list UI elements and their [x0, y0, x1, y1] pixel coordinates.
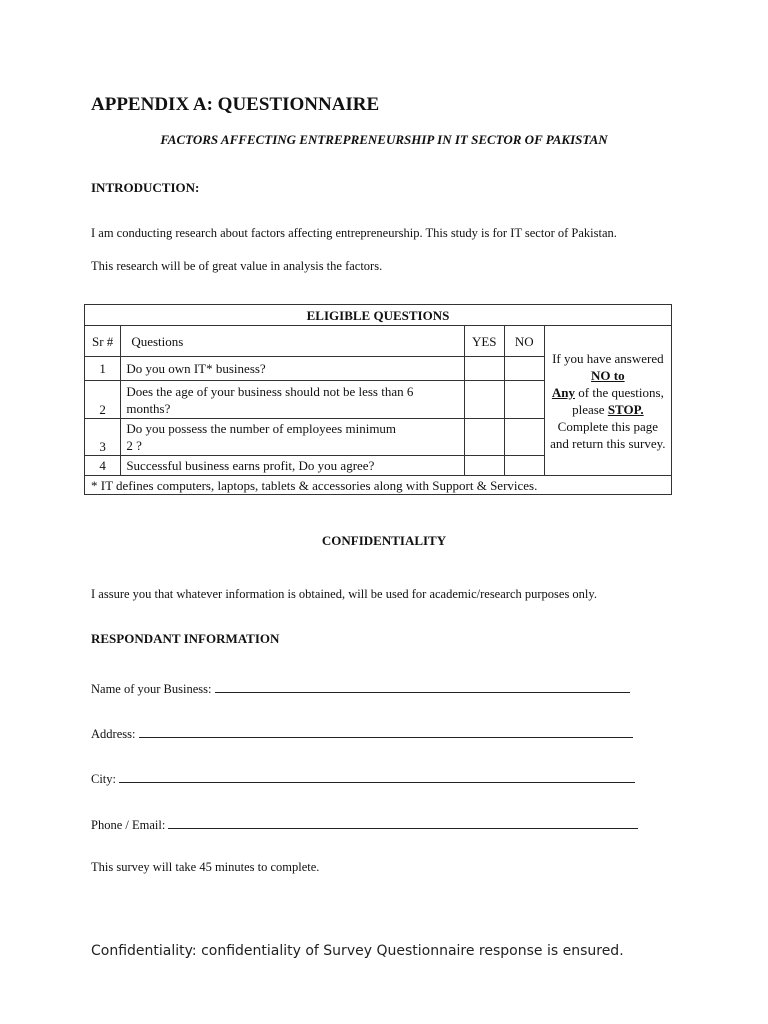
eligibility-table-title: ELIGIBLE QUESTIONS: [85, 305, 672, 326]
confidentiality-heading: CONFIDENTIALITY: [321, 533, 447, 548]
no-answer-cell[interactable]: [504, 357, 544, 381]
header-no: NO: [504, 326, 544, 357]
yes-answer-cell[interactable]: [464, 381, 504, 419]
row-question: Does the age of your business should not be less than 6 months?: [121, 381, 464, 419]
side-note-stop: STOP.: [607, 401, 644, 417]
introduction-line-1: I am conducting research about factors affecting entrepreneurship. This study is for IT sector of Pakistan.: [91, 226, 617, 240]
row-question: Do you own IT* business?: [121, 357, 464, 381]
row-sr: 3: [85, 419, 121, 456]
address-field[interactable]: [139, 724, 633, 738]
row-sr: 4: [85, 456, 121, 476]
address-row: [91, 724, 633, 742]
row-question: Do you possess the number of employees minimum 2 ?: [121, 419, 464, 456]
phone-email-label: Phone / Email:: [91, 818, 166, 832]
yes-answer-cell[interactable]: [464, 357, 504, 381]
side-note-no-to: NO to: [591, 367, 625, 383]
business-name-row: [91, 679, 630, 697]
side-note-text-1: If you have answered: [552, 350, 664, 366]
header-sr: Sr #: [85, 326, 121, 357]
no-answer-cell[interactable]: [504, 381, 544, 419]
page-title: APPENDIX A: QUESTIONNAIRE: [91, 94, 380, 115]
footer-confidentiality-note: Confidentiality: confidentiality of Survey Questionnaire response is ensured.: [91, 943, 624, 959]
yes-answer-cell[interactable]: [464, 456, 504, 476]
yes-answer-cell[interactable]: [464, 419, 504, 456]
side-note-text-2: of the questions, please: [572, 384, 664, 417]
row-question: Successful business earns profit, Do you agree?: [121, 456, 464, 476]
phone-email-field[interactable]: [168, 815, 638, 829]
business-name-field[interactable]: [215, 679, 630, 693]
eligibility-footnote: * IT defines computers, laptops, tablets & accessories along with Support & Services.: [85, 476, 672, 495]
page-subtitle: FACTORS AFFECTING ENTREPRENEURSHIP IN IT SECTOR OF PAKISTAN: [160, 132, 608, 147]
phone-email-row: [91, 815, 638, 833]
no-answer-cell[interactable]: [504, 419, 544, 456]
header-yes: YES: [464, 326, 504, 357]
city-field[interactable]: [119, 769, 635, 783]
row-sr: 1: [85, 357, 121, 381]
no-answer-cell[interactable]: [504, 456, 544, 476]
side-note-any: Any: [551, 384, 575, 400]
business-name-label: Name of your Business:: [91, 682, 212, 696]
survey-duration: This survey will take 45 minutes to complete.: [91, 860, 320, 874]
address-label: Address:: [91, 727, 136, 741]
city-row: [91, 769, 635, 787]
introduction-heading: INTRODUCTION:: [91, 180, 200, 195]
eligibility-side-note: [544, 326, 671, 476]
respondent-heading: RESPONDANT INFORMATION: [91, 631, 280, 646]
side-note-text-3: Complete this page and return this survey.: [550, 418, 666, 451]
city-label: City:: [91, 772, 117, 786]
header-questions: Questions: [121, 326, 464, 357]
eligibility-table: [84, 304, 672, 495]
introduction-line-2: This research will be of great value in analysis the factors.: [91, 259, 383, 273]
row-sr: 2: [85, 381, 121, 419]
confidentiality-text: I assure you that whatever information is obtained, will be used for academic/research purposes only.: [91, 587, 597, 601]
